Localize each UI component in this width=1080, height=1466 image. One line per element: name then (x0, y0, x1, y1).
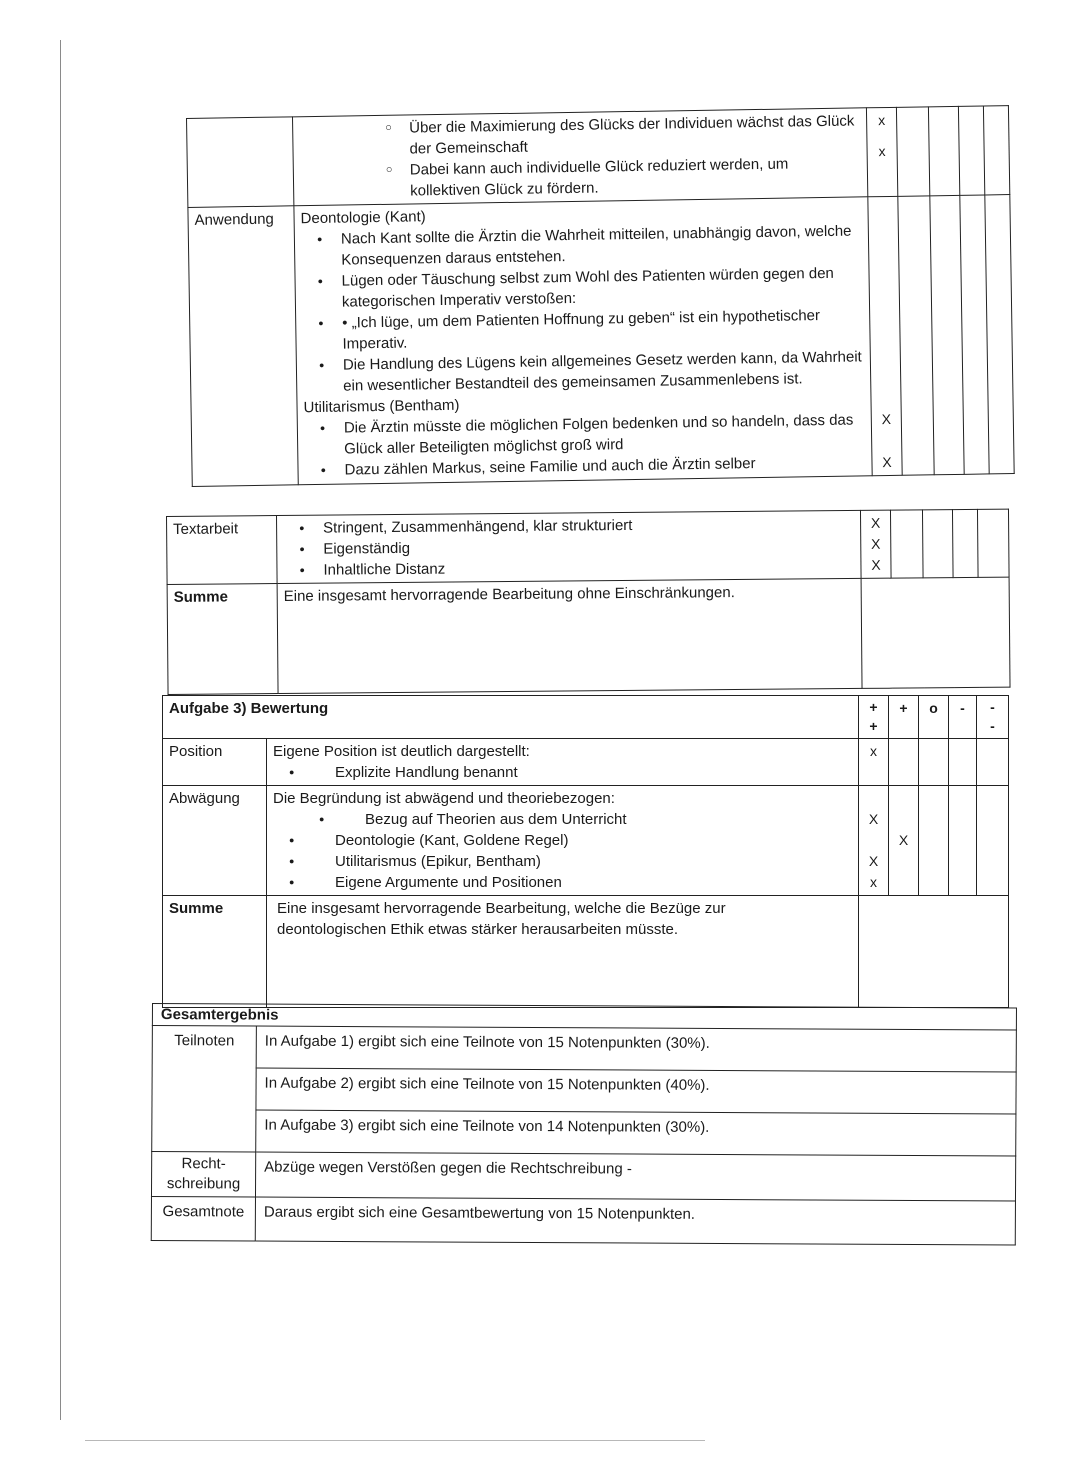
list-item: ● Bezug auf Theorien aus dem Unterricht (273, 809, 852, 830)
grade-cell (919, 786, 949, 896)
aufgabe3-header-row (163, 696, 1009, 739)
list-item: ● Explizite Handlung benannt (273, 762, 852, 783)
summe3-label: Summe (163, 896, 267, 1008)
abwaegung-row (163, 786, 1009, 896)
teilnote-text: In Aufgabe 2) ergibt sich eine Teilnote von 15 Notenpunkten (40%). (256, 1068, 1016, 1114)
grade-cell (983, 106, 1009, 195)
grade-mark: X (870, 514, 881, 531)
grade-header: + (889, 696, 919, 739)
grade-mark: X (868, 853, 879, 869)
position-text: Eigene Position ist deutlich dargestellt: (273, 743, 530, 760)
teilnote-text: In Aufgabe 3) ergibt sich eine Teilnote von 14 Notenpunkten (30%). (256, 1110, 1016, 1156)
summe3-text: Eine insgesamt hervorragende Bearbeitung, welche die Bezüge zur deontologischen Ethik etwas stärker herausarbeiten müsste. (267, 896, 859, 1008)
grade-mark: X (882, 453, 892, 471)
list-item: ● Eigenständig (283, 534, 854, 560)
intro-row (187, 106, 1010, 208)
grade-cell (896, 107, 929, 196)
textarbeit-row (167, 509, 1010, 584)
rechtschreibung-label: Recht- schreibung (151, 1152, 255, 1198)
teilnote-row (152, 1110, 1016, 1157)
grade-cell (889, 739, 919, 786)
list-item: ● • „Ich lüge, um dem Patienten Hoffnung zu geben“ ist ein hypothetischer Imperativ. (302, 304, 864, 355)
position-label: Position (163, 739, 267, 786)
position-row (163, 739, 1009, 786)
rechtschreibung-row (151, 1152, 1015, 1202)
anwendung-content (294, 197, 872, 485)
list-item: ● Die Handlung des Lügens kein allgemeines Gesetz werden kann, da Wahrheit ein wesentlicher Bestandteil des gemeinsamen Zusammenlebens ist. (303, 346, 865, 397)
grade-cell (930, 195, 964, 474)
gesamtergebnis-title: Gesamtergebnis (152, 1004, 1016, 1031)
grade-cell (922, 510, 953, 578)
rechtschreibung-text: Abzüge wegen Verstößen gegen die Rechtschreibung - (255, 1152, 1015, 1201)
aufgabe3-title: Aufgabe 3) Bewertung (163, 696, 859, 739)
grade-cell-pp (859, 739, 889, 786)
grade-cell-pp (866, 107, 897, 196)
aufgabe2-summary-table (166, 509, 1011, 695)
list-item: ● Deontologie (Kant, Goldene Regel) (273, 830, 852, 851)
list-item: ● Utilitarismus (Epikur, Bentham) (273, 851, 852, 872)
list-item: ● Dazu zählen Markus, seine Familie und auch die Ärztin selber (304, 451, 865, 481)
grade-mark: X (898, 832, 909, 848)
grade-mark: X (881, 410, 892, 428)
scan-edge-bottom (85, 1440, 705, 1441)
teilnoten-label: Teilnoten (152, 1026, 257, 1153)
grade-mark: x (870, 874, 877, 890)
anwendung-label: Anwendung (188, 206, 298, 487)
grade-cell (952, 509, 978, 577)
summe-text: Eine insgesamt hervorragende Bearbeitung ohne Einschränkungen. (277, 578, 862, 693)
grade-cell (977, 509, 1009, 577)
aufgabe2-continuation-table (186, 105, 1015, 487)
list-item: ● Stringent, Zusammenhängend, klar strukturiert (283, 513, 854, 539)
grade-cell (890, 510, 923, 578)
textarbeit-content (277, 510, 862, 583)
grade-mark: x (877, 112, 886, 129)
grade-cell (949, 739, 977, 786)
list-item: ○ Dabei kann auch individuelle Glück reduziert werden, um kollektiven Glück zu fördern. (370, 152, 862, 202)
scan-edge-left (60, 40, 61, 1420)
grade-cell-pp (868, 196, 902, 475)
summe-label: Summe (167, 584, 278, 695)
gesamtergebnis-table (151, 1003, 1017, 1246)
grade-mark: X (868, 811, 879, 827)
grade-cell (958, 106, 984, 195)
abwaegung-label: Abwägung (163, 786, 267, 896)
list-item: ● Inhaltliche Distanz (283, 555, 854, 581)
grade-mark: x (870, 743, 877, 759)
grade-header: - (949, 696, 977, 739)
util-heading: Utilitarismus (Bentham) (303, 396, 460, 417)
summe-grade-cell (861, 577, 1010, 688)
list-item: ● Lügen oder Täuschung selbst zum Wohl des Patienten würden gegen den kategorischen Imperativ verstoßen: (301, 262, 863, 313)
grade-header: - - (977, 696, 1009, 739)
grade-cell-pp (860, 510, 891, 578)
grade-cell-p (889, 786, 919, 896)
grade-cell (928, 106, 959, 195)
grade-header: o (919, 696, 949, 739)
list-item: ● Die Ärztin müsste die möglichen Folgen bedenken und so handeln, dass das Glück aller Beteiligten möglichst groß wird (304, 409, 866, 460)
grade-mark: X (871, 556, 881, 573)
summe-row (167, 577, 1010, 694)
grade-cell (949, 786, 977, 896)
list-item: ● Eigene Argumente und Positionen (273, 872, 852, 893)
grade-mark: X (871, 535, 881, 552)
kant-heading: Deontologie (Kant) (300, 208, 426, 228)
grade-cell (977, 739, 1009, 786)
grade-cell-pp (859, 786, 889, 896)
grade-cell (898, 196, 934, 475)
list-item: ● Nach Kant sollte die Ärztin die Wahrheit mitteilen, unabhängig davon, welche Konsequenzen daraus entstehen. (301, 220, 863, 271)
position-content (267, 739, 859, 786)
grade-cell (985, 195, 1014, 474)
teilnote-row (152, 1068, 1016, 1115)
aufgabe3-table (162, 695, 1009, 1008)
grade-cell (919, 739, 949, 786)
summe3-grade-cell (859, 896, 1009, 1008)
intro-content (292, 108, 867, 206)
gesamtnote-label: Gesamtnote (151, 1197, 255, 1242)
teilnote-text: In Aufgabe 1) ergibt sich eine Teilnote von 15 Notenpunkten (30%). (256, 1026, 1016, 1072)
gesamtnote-row (151, 1197, 1015, 1246)
grade-cell (977, 786, 1009, 896)
abwaegung-text: Die Begründung ist abwägend und theoriebezogen: (273, 790, 615, 807)
grade-header: + + (859, 696, 889, 739)
teilnote-row (152, 1026, 1016, 1073)
gesamtnote-text: Daraus ergibt sich eine Gesamtbewertung von 15 Notenpunkten. (255, 1197, 1015, 1245)
anwendung-row (188, 195, 1014, 487)
empty-label-cell (187, 117, 294, 208)
abwaegung-content (267, 786, 859, 896)
grade-mark: x (878, 143, 886, 160)
textarbeit-label: Textarbeit (167, 516, 278, 585)
summe3-row (163, 896, 1009, 1008)
list-item: ○ Über die Maximierung des Glücks der Individuen wächst das Glück der Gemeinschaft (369, 110, 861, 160)
grade-mark (859, 830, 888, 851)
